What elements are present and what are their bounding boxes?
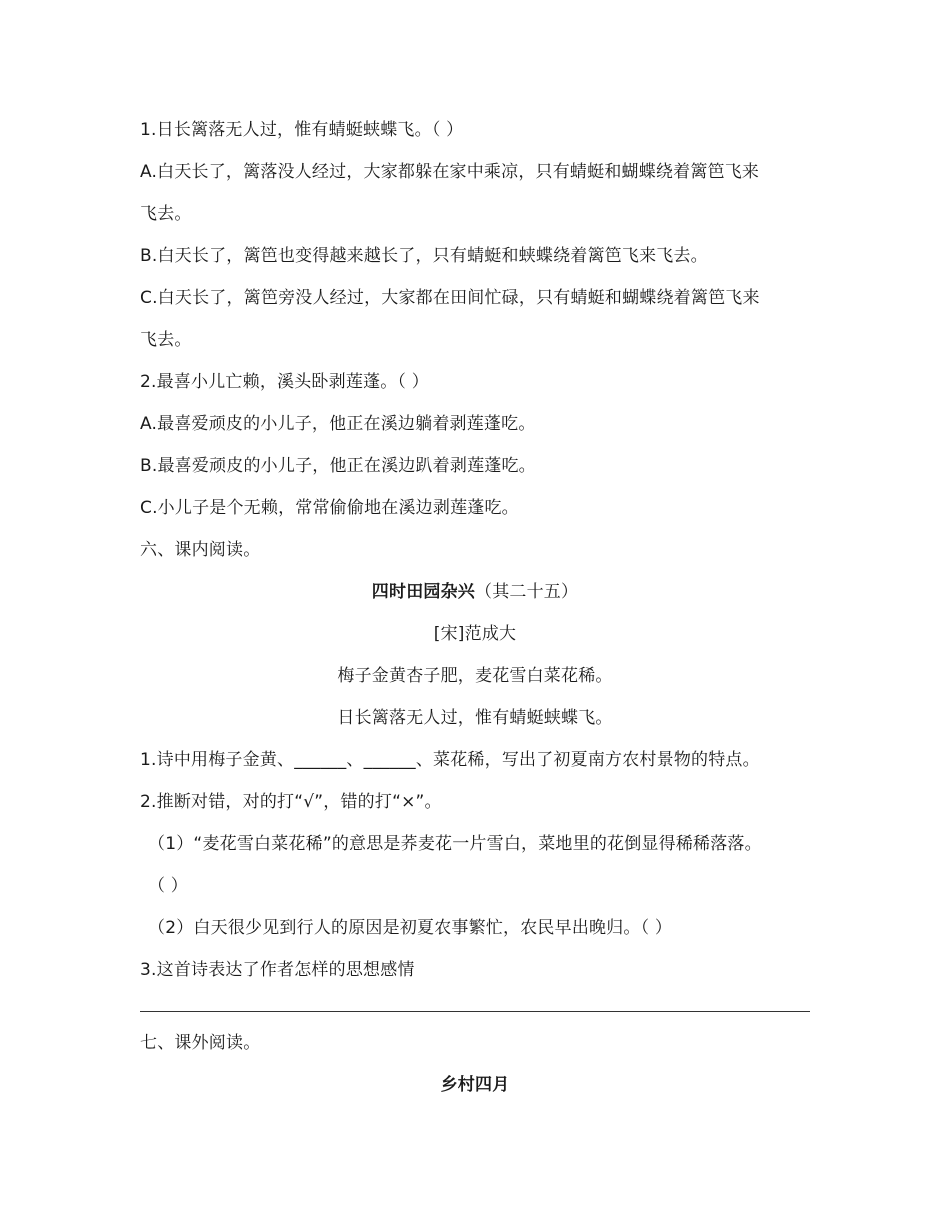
question-5-2-stem: 2.最喜小儿亡赖，溪头卧剥莲蓬。（ ） — [140, 372, 429, 392]
section-6-heading: 六、课内阅读。 — [140, 540, 261, 560]
option-5-1-a: A.白天长了，篱落没人经过，大家都躲在家中乘凉，只有蜻蜓和蝴蝶绕着篱笆飞来 — [140, 162, 760, 182]
answer-line — [140, 1011, 810, 1012]
option-5-2-b: B.最喜爱顽皮的小儿子，他正在溪边趴着剥莲蓬吃。 — [140, 456, 536, 476]
option-5-1-b: B.白天长了，篱笆也变得越来越长了，只有蜻蜓和蛱蝶绕着篱笆飞来飞去。 — [140, 246, 708, 266]
question-6-2-1: （1）“麦花雪白菜花稀”的意思是荞麦花一片雪白，菜地里的花倒显得稀稀落落。 — [148, 834, 762, 854]
option-5-1-a-continued: 飞去。 — [140, 204, 192, 224]
poem-title: 四时田园杂兴 — [371, 582, 475, 602]
question-6-3: 3.这首诗表达了作者怎样的思想感情 — [140, 960, 415, 980]
question-6-2-1-answer-paren: （ ） — [148, 876, 189, 896]
section-7-heading: 七、课外阅读。 — [140, 1033, 261, 1053]
poem-title-suffix: （其二十五） — [475, 582, 579, 602]
poem-2-title: 乡村四月 — [440, 1075, 510, 1095]
question-6-1: 1.诗中用梅子金黄、______、______、菜花稀，写出了初夏南方农村景物的特点。 — [140, 750, 760, 770]
question-5-1-stem: 1.日长篱落无人过，惟有蜻蜓蛱蝶飞。（ ） — [140, 120, 464, 140]
option-5-1-c: C.白天长了，篱笆旁没人经过，大家都在田间忙碌，只有蜻蜓和蝴蝶绕着篱笆飞来 — [140, 288, 760, 308]
poem-line-1: 梅子金黄杏子肥，麦花雪白菜花稀。 — [337, 666, 613, 686]
question-6-2-2: （2）白天很少见到行人的原因是初夏农事繁忙，农民早出晚归。（ ） — [148, 918, 673, 938]
option-5-2-c: C.小儿子是个无赖，常常偷偷地在溪边剥莲蓬吃。 — [140, 498, 519, 518]
poem-line-2: 日长篱落无人过，惟有蜻蜓蛱蝶飞。 — [337, 708, 613, 728]
poem-title-line — [0, 580, 950, 604]
option-5-2-a: A.最喜爱顽皮的小儿子，他正在溪边躺着剥莲蓬吃。 — [140, 414, 536, 434]
poem-author: [宋]范成大 — [433, 624, 517, 644]
question-6-2: 2.推断对错，对的打“√”，错的打“×”。 — [140, 792, 442, 812]
option-5-1-c-continued: 飞去。 — [140, 330, 192, 350]
